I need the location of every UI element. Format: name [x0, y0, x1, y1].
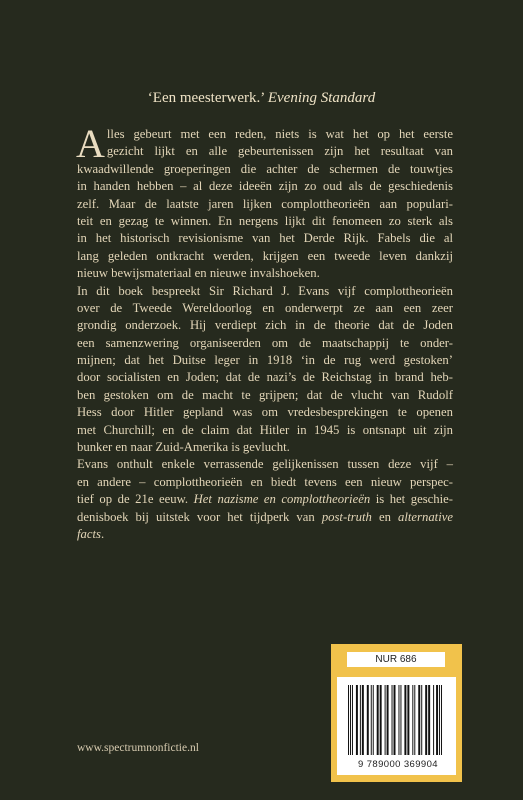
barcode-bar [385, 685, 386, 755]
text-line: ben gestoken om de macht te grijpen; dat de vlucht van Rudolf [77, 387, 453, 402]
italic-term: post-truth [321, 509, 372, 524]
barcode-bar [414, 685, 415, 755]
barcode-bar [439, 685, 440, 755]
italic-term: alternative [398, 509, 453, 524]
barcode-bar [371, 685, 372, 755]
barcode-bar [362, 685, 364, 755]
barcode-bar [441, 685, 442, 755]
text-line [77, 509, 453, 526]
publisher-website: www.spectrumnonfictie.nl [77, 742, 199, 754]
text-fragment: en [371, 509, 399, 524]
text-line: door socialisten en Joden; dat de nazi’s de Reichstag in brand heb- [77, 370, 453, 385]
barcode-bar [400, 685, 401, 755]
text-line: in het historisch revisionisme van het Derde Rijk. Fabels die al [77, 231, 453, 246]
text-line: in handen hebben – al deze ideeën zijn zo oud als de geschiedenis [77, 179, 453, 194]
barcode-bar [392, 685, 393, 755]
barcode-bar [367, 685, 369, 755]
barcode-bar [436, 685, 438, 755]
barcode-bar [387, 685, 389, 755]
text-line: Evans onthult enkele verrassende gelijkenissen tussen deze vijf – [77, 457, 453, 472]
barcode-bar [412, 685, 413, 755]
barcode-bar [360, 685, 361, 755]
barcode-bar [352, 685, 353, 755]
text-fragment: . [100, 526, 105, 541]
review-quote [0, 90, 523, 107]
drop-cap: A [76, 121, 105, 166]
text-line: en andere – complottheorieën en biedt tevens een nieuw perspec- [77, 474, 453, 489]
barcode-bar [398, 685, 399, 755]
text-line: lles gebeurt met een reden, niets is wat het op het eerste [106, 127, 453, 141]
text-line: zelf. Maar de laatste jaren lijken complottheorieën aan populari- [77, 196, 453, 211]
barcode-bar [404, 685, 406, 755]
barcode-bar [350, 685, 351, 755]
paragraph-2 [77, 283, 453, 457]
text-line: nieuw bewijsmateriaal en nieuwe invalshoeken. [77, 266, 320, 281]
text-line: een samenzwering organiseerden om de maatschappij te onder- [77, 335, 453, 350]
text-line: gezicht lijkt en alle gebeurtenissen zijn het resultaat van [106, 144, 453, 159]
book-title: Het nazisme en complottheorieën [193, 492, 371, 507]
barcode-bar [377, 685, 379, 755]
text-line: met Churchill; en de claim dat Hitler in 1945 is ontsnapt uit zijn [77, 422, 453, 437]
italic-term: facts [77, 526, 101, 541]
text-line: Hess door Hitler gepland was om vredesbesprekingen te openen [77, 405, 453, 420]
paragraph-1 [76, 121, 453, 283]
nur-label: NUR 686 [347, 652, 445, 667]
text-fragment: tief op de 21e eeuw. [77, 492, 189, 507]
quote-text: ‘Een meesterwerk.’ [147, 90, 265, 106]
text-line: bunker en naar Zuid-Amerika is gevlucht. [77, 440, 290, 455]
text-fragment: denisboek bij uitstek voor het tijdperk van [77, 509, 322, 524]
barcode-bar [425, 685, 427, 755]
barcode-bar [356, 685, 358, 755]
text-line [77, 526, 453, 543]
blurb-text [76, 121, 453, 543]
isbn-number: 9 789000 369904 [358, 759, 438, 770]
quote-source: Evening Standard [267, 90, 376, 106]
text-line: grondig onderzoek. Hij verdiept zich in de theorie dat de Joden [77, 318, 453, 333]
barcode-bar [407, 685, 409, 755]
text-line [77, 491, 453, 508]
text-line: over de Tweede Wereldoorlog en onderwerpt ze aan een zeer [77, 300, 453, 315]
barcode-bar [348, 685, 349, 755]
text-fragment: is het geschie- [370, 492, 453, 507]
barcode-bar [394, 685, 396, 755]
isbn-barcode [348, 685, 445, 757]
barcode-bar [428, 685, 430, 755]
text-line: mijnen; dat het Duitse leger in 1918 ‘in de rug werd gestoken’ [77, 353, 453, 368]
barcode-bar [418, 685, 420, 755]
text-line: In dit boek bespreekt Sir Richard J. Evans vijf complottheorieën [77, 283, 453, 298]
barcode-bar [380, 685, 382, 755]
barcode-bar [433, 685, 434, 755]
text-line: lang geleden ontkracht werden, krijgen een tweede leven dankzij [77, 248, 453, 263]
barcode-bar [373, 685, 374, 755]
text-line: kwaadwillende groeperingen die achter de schermen de touwtjes [77, 161, 453, 176]
text-line: teit en gezag te winnen. En nergens lijkt dit fenomeen zo sterk als [77, 213, 453, 228]
paragraph-3 [77, 456, 453, 543]
barcode-bar [421, 685, 422, 755]
